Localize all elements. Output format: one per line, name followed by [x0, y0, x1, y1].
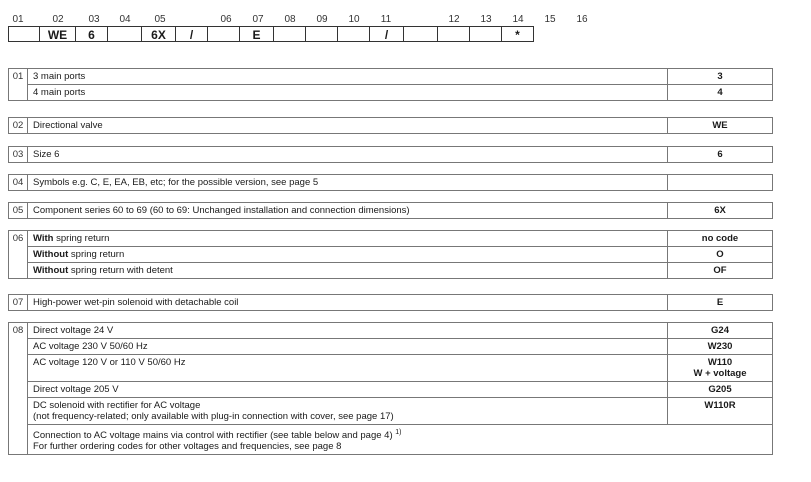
- option-description-line: (not frequency-related; only available with plug-in connection with cover, see page 17): [33, 411, 394, 422]
- option-description: 4 main ports: [28, 85, 668, 101]
- code-box: 6X: [142, 26, 176, 42]
- option-description: [28, 231, 668, 247]
- pos-number: 13: [480, 14, 492, 25]
- section-number: 07: [9, 295, 28, 311]
- option-code: G205: [668, 382, 773, 398]
- section-number: 02: [9, 118, 28, 134]
- pos-number: 16: [576, 14, 588, 25]
- section-02: [8, 117, 773, 134]
- code-box: [438, 26, 470, 42]
- option-code: 6: [668, 147, 773, 163]
- option-code: 3: [668, 69, 773, 85]
- pos-number: 01: [12, 14, 24, 25]
- section-05: [8, 202, 773, 219]
- section-number: 08: [9, 323, 28, 455]
- option-description: [28, 247, 668, 263]
- option-code: 6X: [668, 203, 773, 219]
- option-description: Direct voltage 24 V: [28, 323, 668, 339]
- option-description: [28, 398, 668, 425]
- option-code: G24: [668, 323, 773, 339]
- code-box: [208, 26, 240, 42]
- section-number: 06: [9, 231, 28, 279]
- option-description-text: spring return with detent: [68, 265, 173, 276]
- option-description-line: DC solenoid with rectifier for AC voltage: [33, 400, 201, 411]
- option-description: Size 6: [28, 147, 668, 163]
- section-04: [8, 174, 773, 191]
- code-box: [306, 26, 338, 42]
- pos-number: 05: [154, 14, 166, 25]
- section-08: [8, 322, 773, 455]
- code-box: [8, 26, 40, 42]
- option-code: [668, 175, 773, 191]
- option-description: Directional valve: [28, 118, 668, 134]
- section-number: 05: [9, 203, 28, 219]
- option-code: WE: [668, 118, 773, 134]
- pos-number: 06: [220, 14, 232, 25]
- option-code-line: W + voltage: [693, 368, 747, 379]
- option-description-line: For further ordering codes for other voltages and frequencies, see page 8: [33, 441, 342, 453]
- section-01: [8, 68, 773, 101]
- code-box: /: [370, 26, 404, 42]
- pos-number: 07: [252, 14, 264, 25]
- option-code: W230: [668, 339, 773, 355]
- pos-number: 03: [88, 14, 100, 25]
- option-emphasis: Without: [33, 265, 69, 276]
- pos-number: 04: [119, 14, 131, 25]
- option-description: Component series 60 to 69 (60 to 69: Unchanged installation and connection dimensions): [28, 203, 668, 219]
- section-number: 04: [9, 175, 28, 191]
- code-box: 6: [76, 26, 108, 42]
- option-emphasis: With: [33, 233, 54, 244]
- code-box: [338, 26, 370, 42]
- option-code: W110R: [668, 398, 773, 425]
- pos-number: 14: [512, 14, 524, 25]
- pos-number: 12: [448, 14, 460, 25]
- option-description: AC voltage 120 V or 110 V 50/60 Hz: [28, 355, 668, 382]
- option-description: [28, 425, 773, 455]
- code-box: [274, 26, 306, 42]
- option-description: 3 main ports: [28, 69, 668, 85]
- option-emphasis: Without: [33, 249, 69, 260]
- section-number: 03: [9, 147, 28, 163]
- code-box: [404, 26, 438, 42]
- option-description: AC voltage 230 V 50/60 Hz: [28, 339, 668, 355]
- option-description: High-power wet-pin solenoid with detachable coil: [28, 295, 668, 311]
- option-description: Symbols e.g. C, E, EA, EB, etc; for the possible version, see page 5: [28, 175, 668, 191]
- pos-number: 11: [380, 14, 392, 25]
- option-code: 4: [668, 85, 773, 101]
- pos-number: 09: [316, 14, 328, 25]
- code-box: E: [240, 26, 274, 42]
- option-code-line: W110: [707, 357, 733, 368]
- section-07: [8, 294, 773, 311]
- code-box: [108, 26, 142, 42]
- option-code: O: [668, 247, 773, 263]
- option-code: no code: [668, 231, 773, 247]
- option-description: Direct voltage 205 V: [28, 382, 668, 398]
- pos-number: 02: [52, 14, 64, 25]
- option-description-text: spring return: [53, 233, 110, 244]
- code-box: WE: [40, 26, 76, 42]
- option-code: OF: [668, 263, 773, 279]
- code-box: /: [176, 26, 208, 42]
- option-description: [28, 263, 668, 279]
- code-box: *: [502, 26, 534, 42]
- option-description-text: spring return: [68, 249, 125, 260]
- pos-number: 10: [348, 14, 360, 25]
- section-03: [8, 146, 773, 163]
- code-box: [470, 26, 502, 42]
- pos-number: 15: [544, 14, 556, 25]
- option-code: [668, 355, 773, 382]
- section-number: 01: [9, 69, 28, 101]
- section-06: [8, 230, 773, 279]
- pos-number: 08: [284, 14, 296, 25]
- option-description-line: Connection to AC voltage mains via control with rectifier (see table below and page 4): [33, 430, 393, 442]
- option-code: E: [668, 295, 773, 311]
- footnote-marker: 1): [395, 429, 402, 436]
